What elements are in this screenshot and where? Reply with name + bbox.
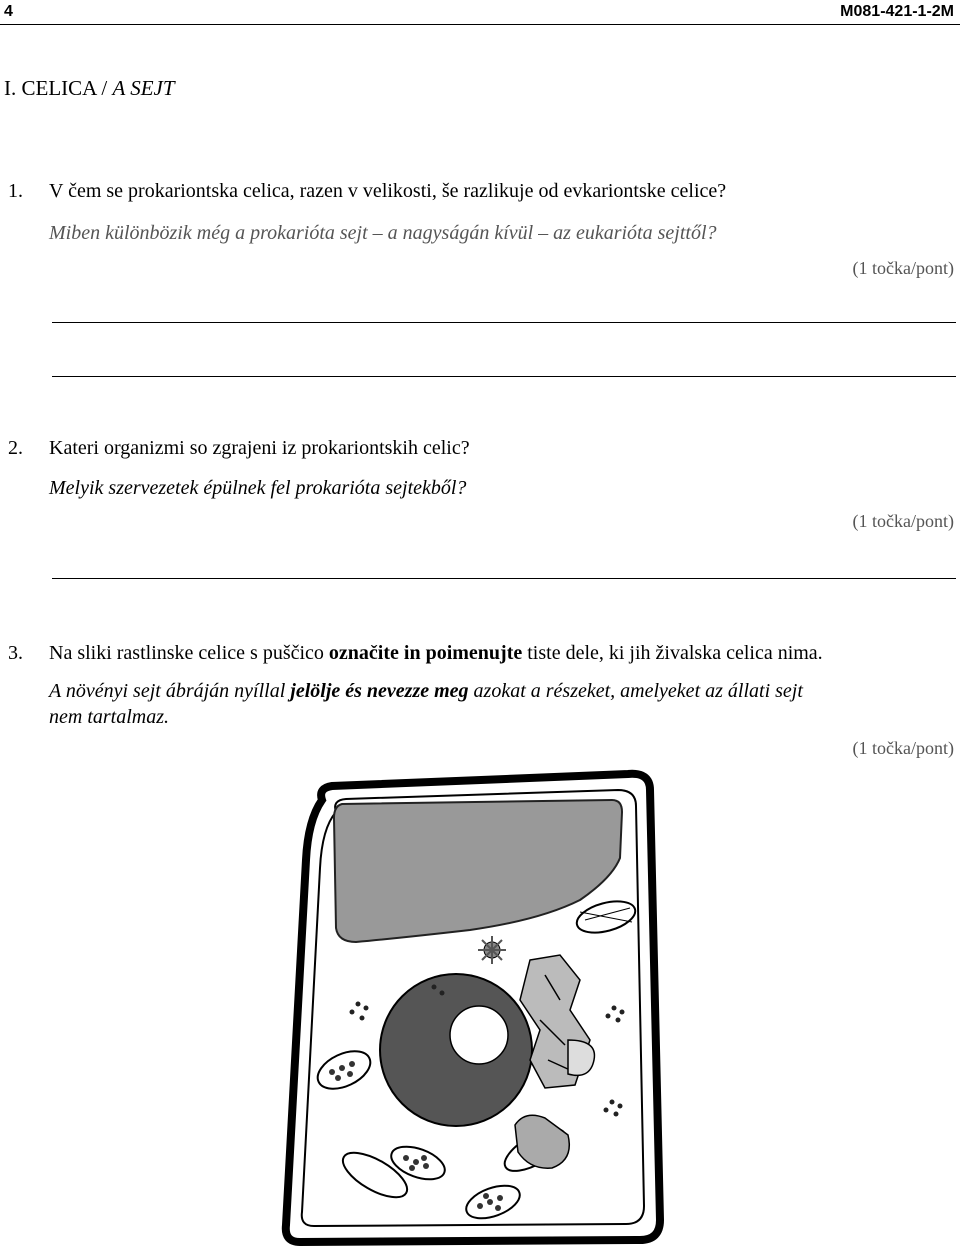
q3-points: (1 točka/pont): [852, 738, 954, 758]
q3-slo-a: Na sliki rastlinske celice s puščico: [49, 642, 329, 664]
q1-text-hu: Miben különbözik még a prokarióta sejt – a nagyságán kívül – az eukarióta sejttől?: [49, 222, 717, 244]
section-title-main: I. CELICA /: [4, 76, 113, 100]
q1-points: (1 točka/pont): [852, 258, 954, 278]
q2-text-slo: Kateri organizmi so zgrajeni iz prokariontskih celic?: [49, 437, 470, 459]
exam-code: M081-421-1-2M: [840, 3, 954, 20]
q3-slo-bold: označite in poimenujte: [328, 642, 523, 664]
q3-hu-a: A növényi sejt ábráján nyíllal: [49, 680, 291, 702]
q3-slo-b: tiste dele, ki jih živalska celica nima.: [522, 642, 823, 664]
q3-hu-b: azokat a részeket, amelyeket az állati sejt: [468, 680, 803, 702]
q3-number: 3.: [8, 642, 23, 664]
page-number: 4: [4, 3, 13, 20]
q3-text-hu-cont: nem tartalmaz.: [49, 706, 169, 728]
section-title-italic: A SEJT: [112, 76, 175, 100]
nucleolus: [450, 1006, 508, 1064]
q1-number: 1.: [8, 180, 23, 202]
q2-number: 2.: [8, 437, 23, 459]
q3-hu-bold: jelölje és nevezze meg: [290, 680, 469, 702]
q2-text-hu: Melyik szervezetek épülnek fel prokarióta sejtekből?: [49, 477, 467, 499]
q2-points: (1 točka/pont): [852, 511, 954, 531]
q1-text-slo: V čem se prokariontska celica, razen v velikosti, še razlikuje od evkariontske celice?: [49, 180, 727, 202]
centrosome: [478, 936, 506, 964]
